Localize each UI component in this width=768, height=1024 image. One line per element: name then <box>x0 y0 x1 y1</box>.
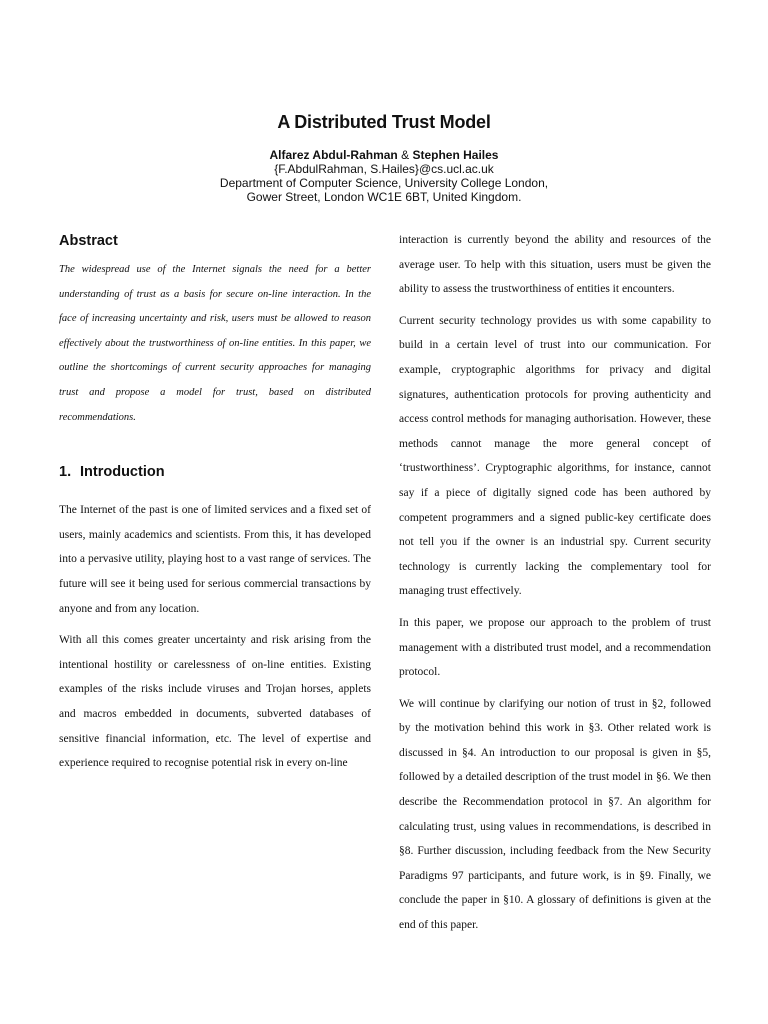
affiliation-line-1: Department of Computer Science, University College London, <box>219 176 549 190</box>
paper-title: A Distributed Trust Model <box>277 112 491 132</box>
intro-paragraph: We will continue by clarifying our notion of trust in §2, followed by the motivation behind this work in §3. Other related work is discussed in §4. An introduction to our proposal is given in §5, followed by a detailed description of the trust model in §6. We then describe the Recommendation protocol in §7. An algorithm for calculating trust, using values in recommendations, is described in §8. Further discussion, including feedback from the New Security Paradigms 97 participants, and future work, is in §9. Finally, we conclude the paper in §10. A glossary of definitions is given at the end of this paper. <box>399 697 711 932</box>
right-column <box>399 228 711 938</box>
abstract-text: The widespread use of the Internet signals the need for a better understanding of trust as a basis for secure on-line interaction. In the face of increasing uncertainty and risk, users must be allowed to reason effectively about the trustworthiness of on-line entities. In this paper, we outline the shortcomings of current security approaches for managing trust and propose a model for trust, based on distributed recommendations. <box>59 264 371 423</box>
author-name-1: Alfarez Abdul-Rahman <box>269 148 398 162</box>
author-block <box>0 148 768 204</box>
author-emails: {F.AbdulRahman, S.Hailes}@cs.ucl.ac.uk <box>274 162 494 176</box>
affiliation-line-2: Gower Street, London WC1E 6BT, United Kingdom. <box>246 190 522 204</box>
section-number: 1. <box>59 464 72 481</box>
intro-paragraph: The Internet of the past is one of limited services and a fixed set of users, mainly academics and scientists. From this, it has developed into a pervasive utility, playing host to a vast range of services. The future will see it being used for serious commercial transactions by anyone and from any location. <box>59 504 371 615</box>
intro-paragraph: In this paper, we propose our approach to the problem of trust management with a distributed trust model, and a recommendation protocol. <box>399 616 711 679</box>
author-separator: & <box>401 148 410 162</box>
left-column <box>59 228 371 776</box>
intro-paragraph: With all this comes greater uncertainty and risk arising from the intentional hostility or carelessness of on-line entities. Existing examples of the risks include viruses and Trojan horses, applets and macros embedded in documents, subverted databases of sensitive financial information, etc. The level of expertise and experience required to recognise potential risk in every on-line <box>59 634 371 770</box>
author-name-2: Stephen Hailes <box>412 148 499 162</box>
section-title: Introduction <box>80 464 165 481</box>
intro-paragraph: interaction is currently beyond the ability and resources of the average user. To help with this situation, users must be given the ability to assess the trustworthiness of entities it encounters. <box>399 234 711 296</box>
intro-paragraph: Current security technology provides us with some capability to build in a certain level of trust into our communication. For example, cryptographic algorithms for privacy and digital signatures, authentication protocols for proving authenticity and access control methods for managing authorisation. However, these methods cannot manage the more general concept of ‘trustworthiness’. Cryptographic algorithms, for instance, cannot say if a piece of digitally signed code has been authored by competent programmers and a signed public-key certificate does not tell you if the owner is an industrial spy. Current security technology is currently lacking the complementary tool for managing trust effectively. <box>399 314 711 598</box>
author-names <box>0 148 768 162</box>
introduction-heading <box>59 464 371 480</box>
abstract-heading: Abstract <box>59 233 118 249</box>
